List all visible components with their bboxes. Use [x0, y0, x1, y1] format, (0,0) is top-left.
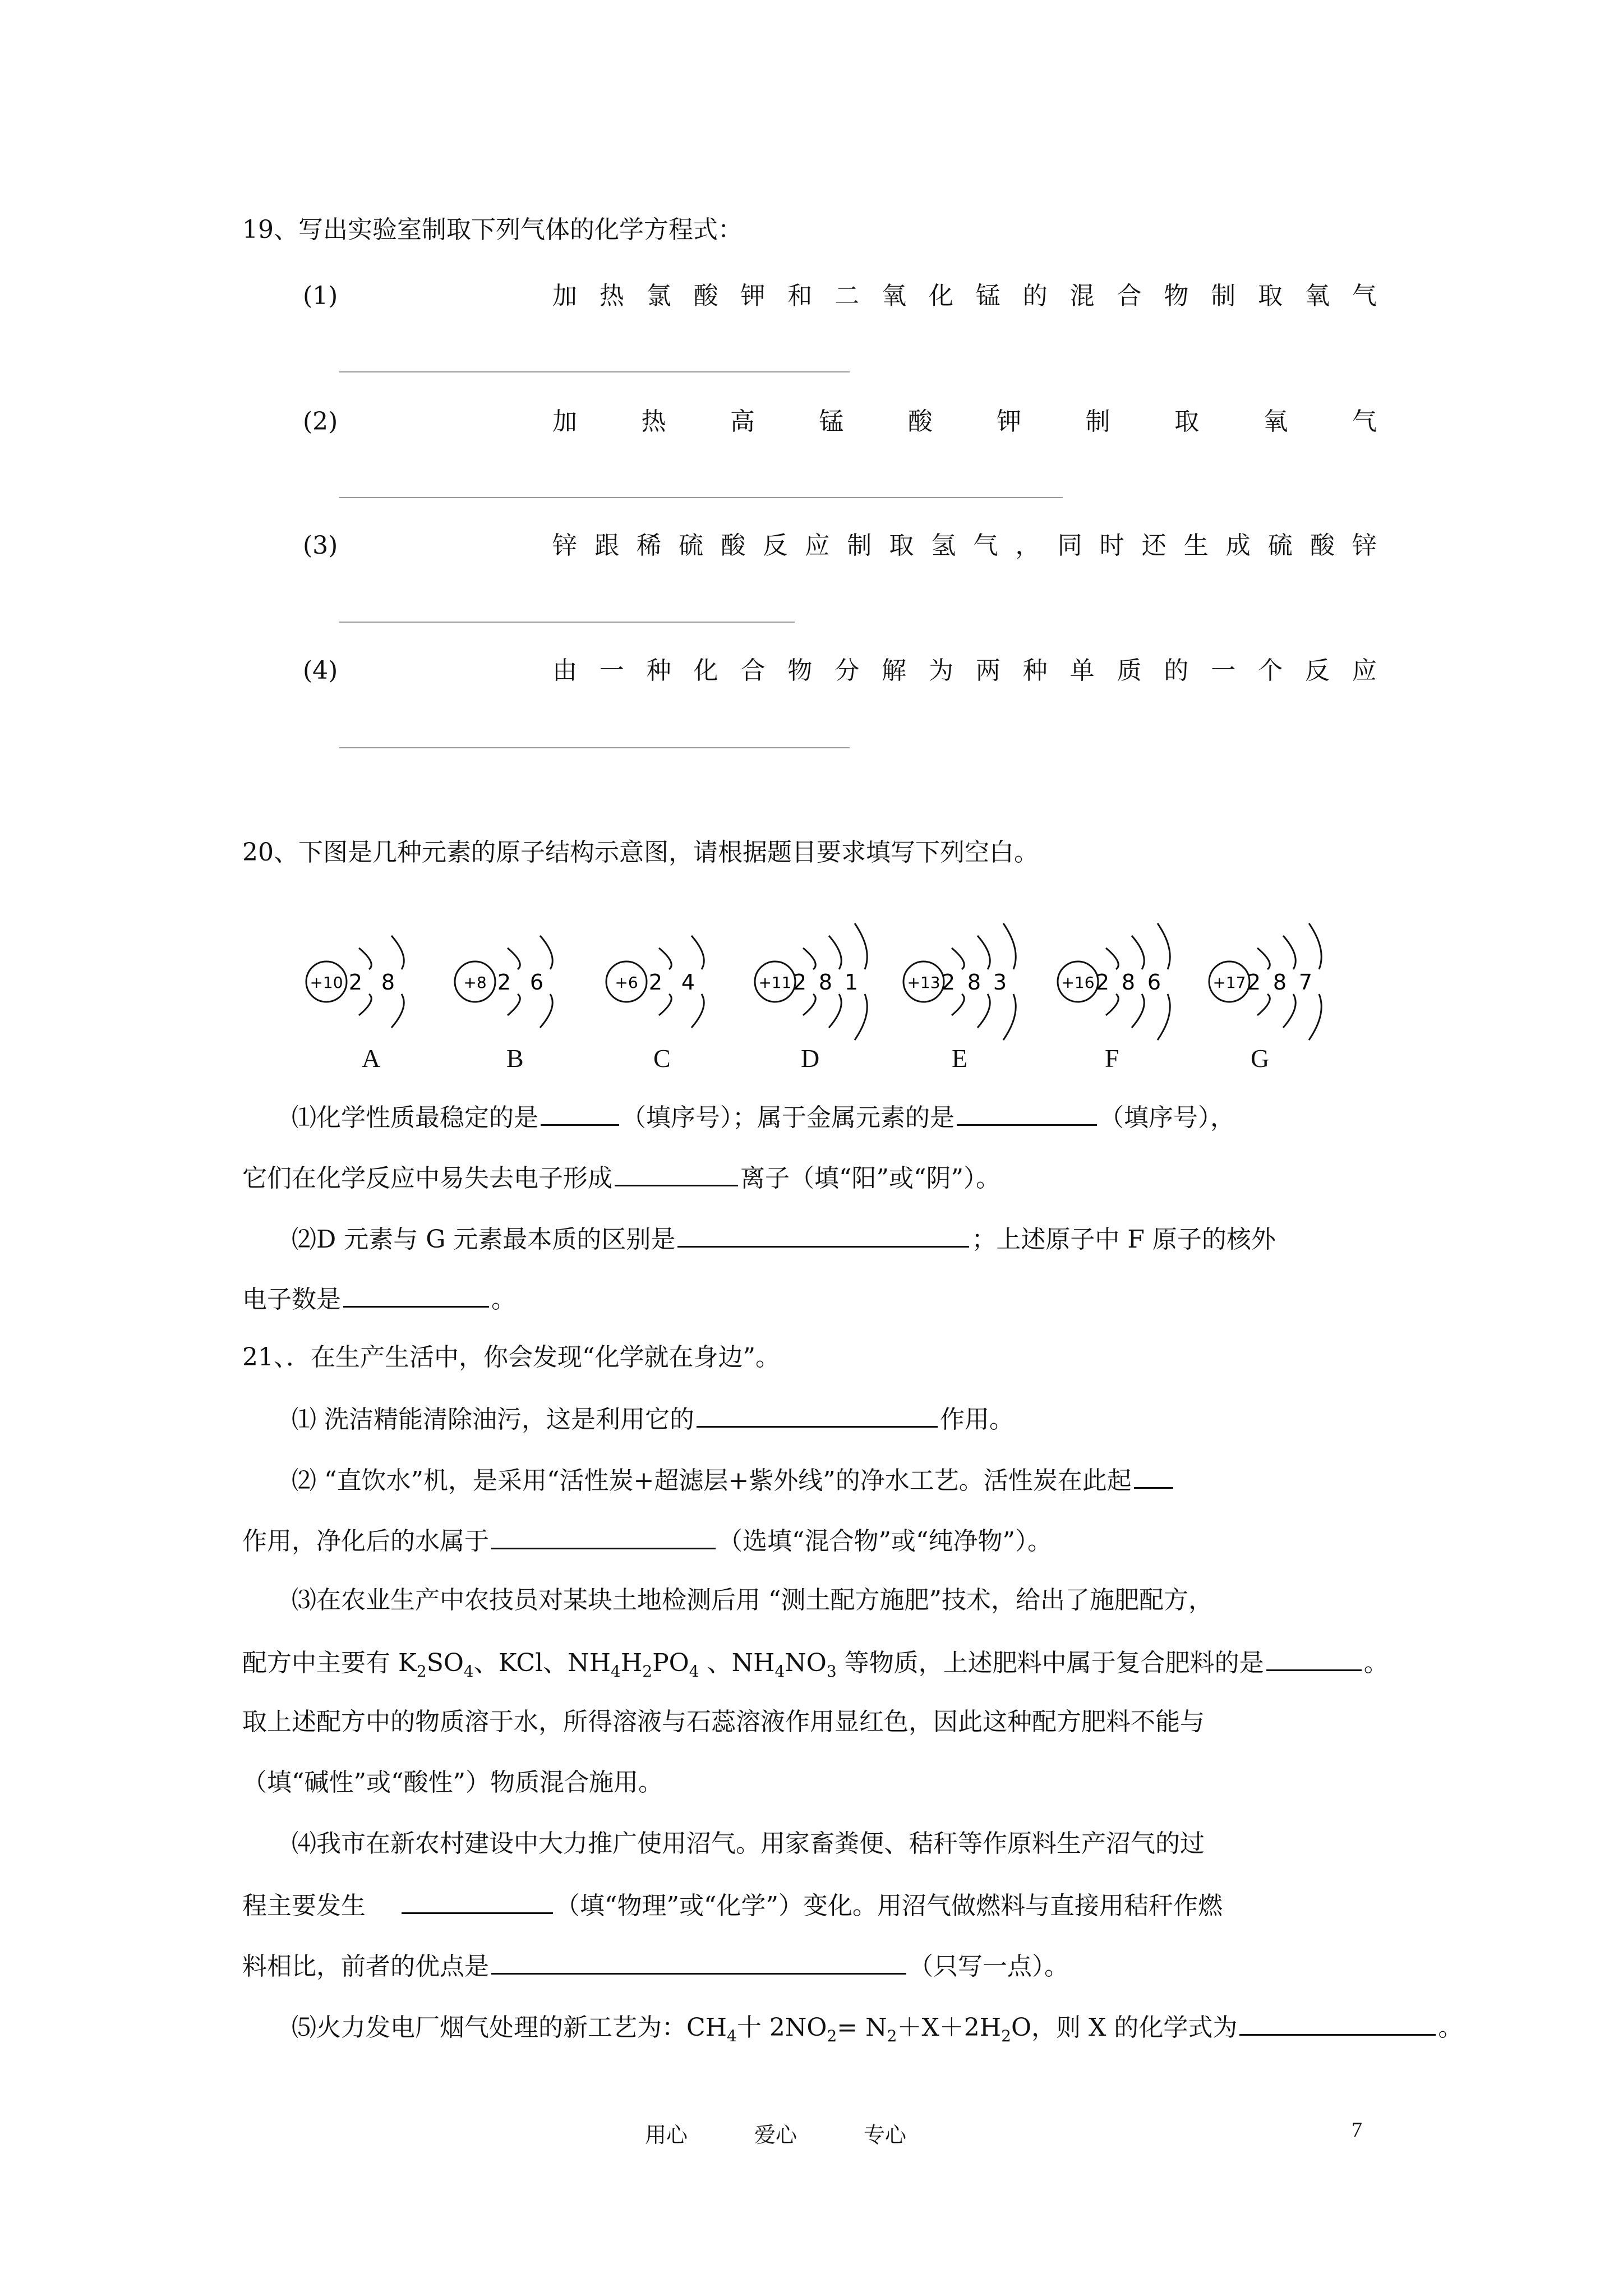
- electron-shell-arc: [978, 936, 990, 969]
- q21-sub2-line1: [292, 1462, 1175, 1498]
- subscript: 2: [416, 1662, 427, 1681]
- q19-item-text: [552, 654, 1377, 688]
- electron-count: 2: [648, 970, 663, 995]
- q19-char: 锰: [975, 282, 1000, 310]
- q19-item-number: (3): [303, 531, 338, 560]
- answer-line[interactable]: [339, 497, 1063, 498]
- q19-item-number: (1): [303, 282, 338, 310]
- prompt-text: ⑴ 洗洁精能清除油污，这是利用它的: [292, 1405, 694, 1434]
- nucleus-charge: +6: [615, 973, 638, 992]
- q19-char: 硫: [1267, 531, 1293, 560]
- electron-shell-arc: [855, 994, 867, 1040]
- q19-char: 同: [1057, 531, 1082, 560]
- nucleus-charge: +10: [310, 973, 343, 992]
- prompt-text: SO: [426, 1649, 464, 1677]
- electron-shell-arc: [1106, 994, 1118, 1015]
- q20-part1-line1: [292, 1099, 1235, 1135]
- prompt-text: 电子数是: [242, 1285, 341, 1314]
- prompt-text: 程主要发生: [242, 1892, 366, 1920]
- nucleus-charge: +17: [1212, 973, 1246, 992]
- q19-char: 取: [1258, 282, 1283, 310]
- electron-shell-arc: [1158, 923, 1170, 969]
- subscript: 2: [827, 2026, 837, 2045]
- electron-shell-arc: [1283, 994, 1295, 1028]
- prompt-text: ⑴化学性质最稳定的是: [292, 1103, 538, 1132]
- electron-shell-arc: [691, 936, 704, 969]
- atom-structure-diagram: [303, 920, 477, 1043]
- electron-shell-arc: [659, 994, 671, 1015]
- electron-shell-arc: [1158, 994, 1170, 1040]
- q19-char: 还: [1141, 531, 1166, 560]
- electron-shell-arc: [829, 936, 841, 969]
- prompt-text: 料相比，前者的优点是: [242, 1952, 489, 1981]
- electron-count: 8: [1272, 970, 1287, 995]
- q21-sub4-line3: [242, 1948, 1069, 1984]
- prompt-text: 离子（填“阳”或“阴”）。: [740, 1164, 1000, 1193]
- subscript: 3: [826, 1662, 837, 1681]
- q19-char: 热: [641, 407, 666, 436]
- q19-char: 应: [1352, 656, 1377, 685]
- q19-char: 分: [834, 656, 860, 685]
- q21-sub4-line2: [242, 1888, 1223, 1923]
- atom-svg: [1054, 920, 1228, 1043]
- electron-shell-arc: [855, 923, 867, 969]
- q21-title: 21、．在生产生活中，你会发现“化学就在身边”。: [242, 1343, 780, 1372]
- electron-shell-arc: [803, 948, 815, 969]
- q19-char: 酸: [907, 407, 933, 436]
- electron-count: 2: [497, 970, 511, 995]
- q19-char: 气: [973, 531, 998, 560]
- atom-structure-diagram: [1206, 920, 1380, 1043]
- q19-char: 由: [552, 656, 577, 685]
- q19-char: 单: [1069, 656, 1095, 685]
- electron-shell-arc: [540, 994, 552, 1028]
- answer-line[interactable]: [339, 747, 850, 748]
- q19-char: 气: [1352, 282, 1377, 310]
- prompt-text: 、KCl、NH: [473, 1649, 611, 1677]
- prompt-text: 十 2NO: [736, 2013, 827, 2042]
- q21-sub5: [292, 2009, 1463, 2053]
- q20-part2-line2: [242, 1281, 516, 1317]
- q19-item-number: (2): [303, 407, 338, 436]
- electron-shell-arc: [659, 948, 671, 969]
- electron-count: 2: [1095, 970, 1110, 995]
- page-number: 7: [1352, 2118, 1362, 2142]
- q19-char: 两: [975, 656, 1000, 685]
- q19-char: 成: [1225, 531, 1251, 560]
- electron-shell-arc: [391, 936, 404, 969]
- q20-title: 20、下图是几种元素的原子结构示意图，请根据题目要求填写下列空白。: [242, 838, 1039, 867]
- atom-structure-diagram: [751, 920, 925, 1043]
- q19-char: 氯: [646, 282, 671, 310]
- q19-item-text: [552, 529, 1377, 563]
- electron-count: 4: [681, 970, 695, 995]
- electron-count: 8: [1121, 970, 1136, 995]
- q19-char: 为: [929, 656, 953, 685]
- prompt-text: 等物质，上述肥料中属于复合肥料的是: [836, 1649, 1264, 1677]
- q19-char: 取: [1174, 407, 1200, 436]
- prompt-text: （只写一点）。: [909, 1952, 1069, 1981]
- q19-char: 合: [740, 656, 766, 685]
- q19-char: 氧: [882, 282, 907, 310]
- prompt-text: 作用，净化后的水属于: [242, 1527, 489, 1556]
- prompt-text: 作用。: [940, 1405, 1014, 1434]
- q20-part2-line1: [292, 1221, 1276, 1257]
- atom-structure-diagram: [603, 920, 777, 1043]
- electron-shell-arc: [952, 948, 964, 969]
- q19-char: 钾: [740, 282, 766, 310]
- atom-svg: [451, 920, 625, 1043]
- q19-char: 跟: [594, 531, 620, 560]
- electron-shell-arc: [540, 936, 552, 969]
- electron-count: 6: [529, 970, 544, 995]
- atom-structure-diagram: [451, 920, 625, 1043]
- atom-svg: [751, 920, 925, 1043]
- answer-line[interactable]: [339, 371, 850, 372]
- nucleus-charge: +8: [463, 973, 487, 992]
- answer-blank[interactable]: [615, 1160, 738, 1186]
- prompt-text: 。: [491, 1285, 516, 1314]
- q21-sub2-line2: [242, 1523, 1052, 1558]
- prompt-text: H: [620, 1649, 643, 1677]
- answer-blank[interactable]: [491, 1523, 716, 1549]
- atom-label: B: [506, 1044, 524, 1073]
- subscript: 2: [1001, 2026, 1011, 2045]
- atom-svg: [1206, 920, 1380, 1043]
- q19-char: 生: [1183, 531, 1209, 560]
- q19-char: 混: [1069, 282, 1095, 310]
- atom-label: C: [653, 1044, 671, 1073]
- q21-sub1: [292, 1401, 1014, 1437]
- q19-char: 制: [1085, 407, 1110, 436]
- q19-char: 稀: [637, 531, 662, 560]
- q19-char: 气: [1352, 407, 1377, 436]
- prompt-text: （填序号），: [1099, 1103, 1235, 1132]
- answer-blank[interactable]: [541, 1099, 619, 1126]
- answer-blank[interactable]: [957, 1099, 1097, 1126]
- prompt-text: ⑵ “直饮水”机，是采用“活性炭+超滤层+紫外线”的净水工艺。活性炭在此起: [292, 1466, 1132, 1495]
- q19-char: 时: [1099, 531, 1124, 560]
- q19-char: 一: [1211, 656, 1236, 685]
- subscript: 4: [611, 1662, 621, 1681]
- q19-char: 制: [847, 531, 872, 560]
- electron-count: 8: [381, 970, 395, 995]
- q19-char: 钾: [997, 407, 1022, 436]
- q19-char: 种: [1022, 656, 1048, 685]
- prompt-text: 。: [1438, 2013, 1463, 2042]
- prompt-text: O，则 X 的化学式为: [1011, 2013, 1238, 2042]
- q20-part1-line2: [242, 1160, 1000, 1195]
- prompt-text: ⑸火力发电厂烟气处理的新工艺为：CH: [292, 2013, 727, 2042]
- prompt-text: （选填“混合物”或“纯净物”）。: [718, 1527, 1052, 1556]
- subscript: 4: [463, 1662, 474, 1681]
- electron-shell-arc: [691, 994, 704, 1028]
- electron-shell-arc: [1132, 936, 1144, 969]
- atom-svg: [303, 920, 477, 1043]
- prompt-text: （填序号）；属于金属元素的是: [621, 1103, 955, 1132]
- q19-char: 锰: [819, 407, 844, 436]
- electron-shell-arc: [1003, 994, 1016, 1040]
- atom-svg: [900, 920, 1074, 1043]
- q19-item-text: [552, 279, 1377, 313]
- prompt-text: 、NH: [699, 1649, 775, 1677]
- q21-sub3-line1: ⑶在农业生产中农技员对某块土地检测后用 “测土配方施肥”技术，给出了施肥配方，: [292, 1586, 1213, 1614]
- footer-motto-1: 用心: [645, 2123, 688, 2147]
- electron-count: 8: [818, 970, 833, 995]
- answer-blank[interactable]: [697, 1401, 938, 1428]
- answer-blank[interactable]: [1239, 2009, 1436, 2036]
- q21-sub3-line2: [242, 1645, 1389, 1688]
- q19-char: 物: [787, 656, 813, 685]
- answer-blank[interactable]: [1134, 1462, 1173, 1489]
- q19-char: 一: [599, 656, 624, 685]
- q21-sub3-line4: （填“碱性”或“酸性”）物质混合施用。: [242, 1768, 663, 1797]
- electron-count: 3: [993, 970, 1007, 995]
- subscript: 2: [887, 2026, 897, 2045]
- electron-shell-arc: [359, 994, 371, 1015]
- atom-label: E: [952, 1044, 968, 1073]
- q19-char: 锌: [552, 531, 577, 560]
- answer-blank[interactable]: [343, 1281, 489, 1308]
- electron-shell-arc: [952, 994, 964, 1015]
- q19-char: 氢: [931, 531, 956, 560]
- q19-char: 二: [834, 282, 860, 310]
- electron-shell-arc: [803, 994, 815, 1015]
- answer-blank[interactable]: [491, 1948, 906, 1975]
- subscript: 2: [642, 1662, 653, 1681]
- q19-char: 加: [552, 407, 577, 436]
- q19-char: 合: [1117, 282, 1142, 310]
- electron-shell-arc: [1309, 923, 1321, 969]
- q19-char: 加: [552, 282, 577, 310]
- electron-shell-arc: [391, 994, 404, 1028]
- atom-label: G: [1251, 1044, 1270, 1073]
- electron-shell-arc: [508, 994, 520, 1015]
- q19-char: 硫: [679, 531, 704, 560]
- q19-char: 热: [599, 282, 624, 310]
- nucleus-charge: +11: [758, 973, 792, 992]
- prompt-text: NO: [785, 1649, 827, 1677]
- nucleus-charge: +16: [1061, 973, 1095, 992]
- q19-char: 高: [730, 407, 755, 436]
- atom-structure-diagram: [1054, 920, 1228, 1043]
- footer-motto-2: 爱心: [754, 2123, 797, 2147]
- electron-shell-arc: [1003, 923, 1016, 969]
- q19-char: 化: [929, 282, 953, 310]
- prompt-text: ⑵D 元素与 G 元素最本质的区别是: [292, 1225, 676, 1254]
- q19-char: 氧: [1263, 407, 1288, 436]
- prompt-text: 它们在化学反应中易失去电子形成: [242, 1164, 612, 1193]
- q19-char: 反: [763, 531, 788, 560]
- electron-count: 6: [1147, 970, 1161, 995]
- electron-count: 2: [792, 970, 807, 995]
- electron-count: 2: [348, 970, 363, 995]
- answer-line[interactable]: [339, 622, 795, 623]
- electron-count: 8: [967, 970, 981, 995]
- q19-char: ，: [1015, 531, 1040, 560]
- atom-label: D: [801, 1044, 820, 1073]
- electron-shell-arc: [508, 948, 520, 969]
- q19-char: 反: [1305, 656, 1330, 685]
- q19-char: 质: [1117, 656, 1142, 685]
- prompt-text: （填“物理”或“化学”）变化。用沼气做燃料与直接用秸秆作燃: [555, 1892, 1223, 1920]
- q19-char: 物: [1164, 282, 1189, 310]
- atom-label: A: [362, 1044, 381, 1073]
- prompt-text: ；上述原子中 F 原子的核外: [971, 1225, 1276, 1254]
- electron-count: 1: [844, 970, 859, 995]
- electron-count: 7: [1298, 970, 1313, 995]
- prompt-text: 配方中主要有 K: [242, 1649, 417, 1677]
- atom-label: F: [1105, 1044, 1119, 1073]
- q19-char: 种: [646, 656, 671, 685]
- atom-structure-diagram: [900, 920, 1074, 1043]
- q19-char: 锌: [1352, 531, 1377, 560]
- q21-sub4-line1: ⑷我市在新农村建设中大力推广使用沼气。用家畜粪便、秸秆等作原料生产沼气的过: [292, 1829, 1205, 1858]
- prompt-text: 。: [1363, 1649, 1389, 1677]
- q19-char: 的: [1164, 656, 1189, 685]
- electron-shell-arc: [978, 994, 990, 1028]
- q19-char: 酸: [693, 282, 718, 310]
- q19-char: 酸: [721, 531, 746, 560]
- electron-count: 2: [1247, 970, 1261, 995]
- q19-char: 氧: [1305, 282, 1330, 310]
- atom-svg: [603, 920, 777, 1043]
- prompt-text: ＋X＋2H: [897, 2013, 1002, 2042]
- nucleus-charge: +13: [907, 973, 940, 992]
- electron-shell-arc: [1309, 994, 1321, 1040]
- q19-item-number: (4): [303, 656, 338, 685]
- answer-blank[interactable]: [1266, 1645, 1362, 1671]
- q21-sub3-line3: 取上述配方中的物质溶于水，所得溶液与石蕊溶液作用显红色，因此这种配方肥料不能与: [242, 1708, 1205, 1736]
- subscript: 4: [774, 1662, 785, 1681]
- q19-char: 酸: [1310, 531, 1335, 560]
- q19-char: 解: [882, 656, 907, 685]
- q19-char: 化: [693, 656, 718, 685]
- q19-char: 制: [1211, 282, 1236, 310]
- electron-shell-arc: [1257, 948, 1270, 969]
- q19-title: 19、写出实验室制取下列气体的化学方程式：: [242, 215, 743, 244]
- subscript: 4: [689, 1662, 699, 1681]
- prompt-text: = N: [837, 2013, 887, 2042]
- electron-shell-arc: [829, 994, 841, 1028]
- electron-shell-arc: [1132, 994, 1144, 1028]
- electron-shell-arc: [1106, 948, 1118, 969]
- q19-char: 应: [805, 531, 830, 560]
- answer-blank[interactable]: [677, 1221, 969, 1248]
- electron-shell-arc: [1283, 936, 1295, 969]
- q19-char: 的: [1022, 282, 1048, 310]
- q19-char: 和: [787, 282, 813, 310]
- electron-shell-arc: [1257, 994, 1270, 1015]
- electron-shell-arc: [359, 948, 371, 969]
- electron-count: 2: [941, 970, 956, 995]
- subscript: 4: [727, 2026, 737, 2045]
- answer-blank[interactable]: [402, 1888, 553, 1914]
- q19-char: 取: [889, 531, 914, 560]
- q19-item-text: [552, 405, 1377, 439]
- footer-motto-3: 专心: [864, 2123, 907, 2147]
- prompt-text: PO: [652, 1649, 689, 1677]
- q19-char: 个: [1258, 656, 1283, 685]
